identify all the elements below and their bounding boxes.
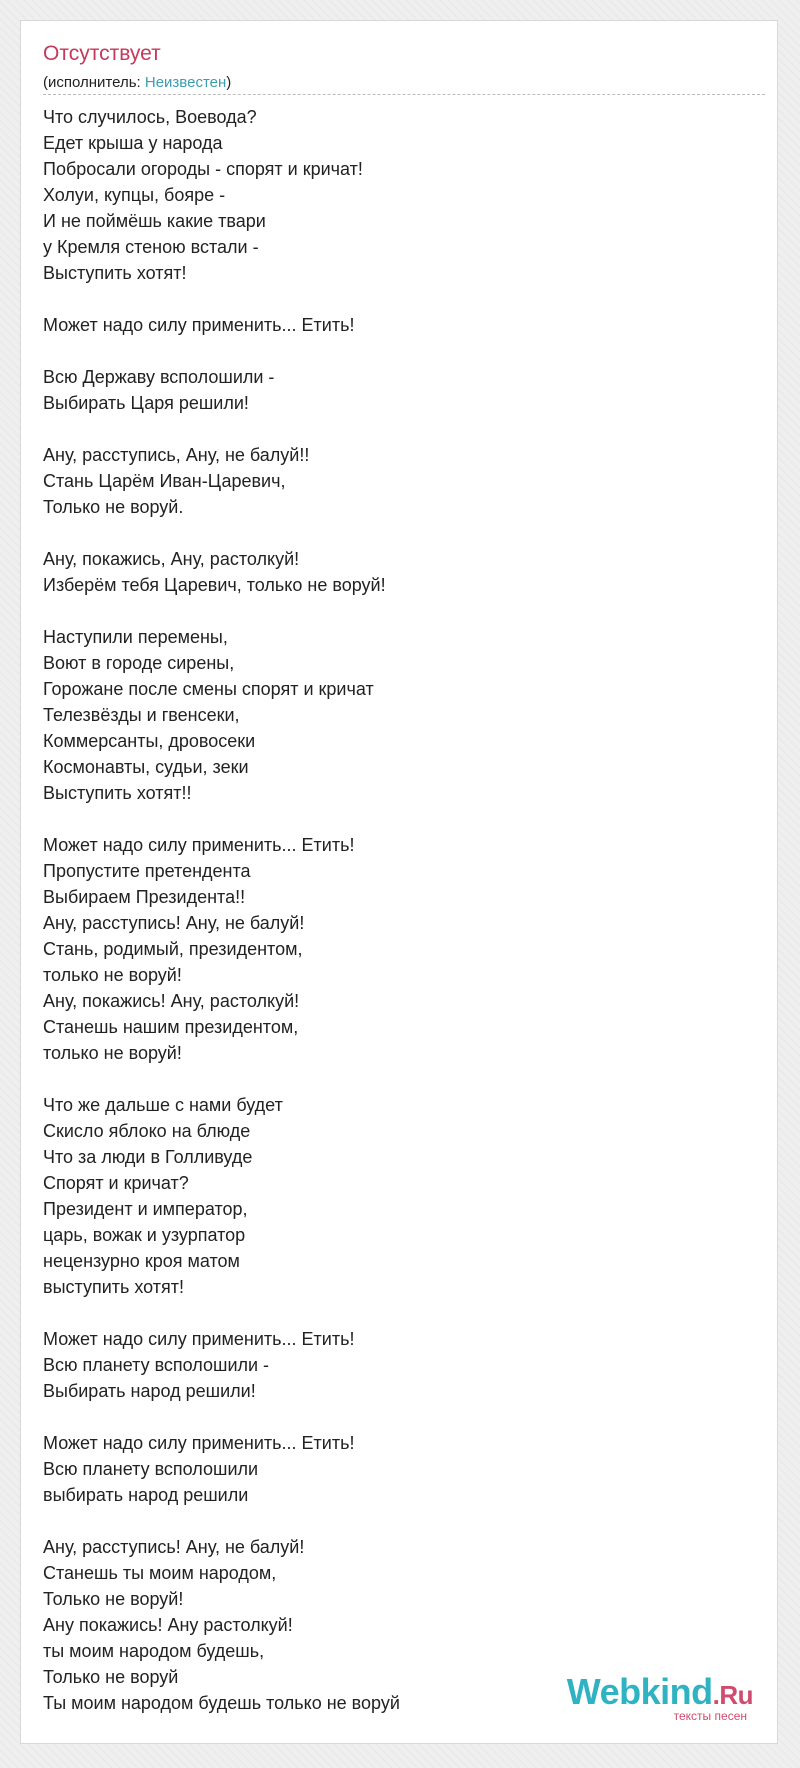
lyric-line: Горожане после смены спорят и кричат (43, 679, 374, 699)
lyrics-stanza (43, 624, 743, 806)
lyric-line: ты моим народом будешь, (43, 1641, 265, 1661)
lyric-line: Станешь ты моим народом, (43, 1563, 277, 1583)
lyrics-stanza (43, 546, 743, 598)
lyric-line: Что случилось, Воевода? (43, 107, 257, 127)
lyric-line: Ану, покажись, Ану, растолкуй! (43, 549, 300, 569)
lyric-line: Ану, покажись! Ану, растолкуй! (43, 991, 300, 1011)
lyric-line: Ану, расступись, Ану, не балуй!! (43, 445, 310, 465)
lyrics-stanza (43, 312, 743, 338)
artist-byline (43, 74, 231, 91)
lyric-line: Ану, расступись! Ану, не балуй! (43, 1537, 305, 1557)
lyric-line: Всю Державу всполошили - (43, 367, 275, 387)
lyric-line: выбирать народ решили (43, 1485, 249, 1505)
lyric-line: Побросали огороды - спорят и кричат! (43, 159, 363, 179)
site-logo[interactable] (566, 1671, 753, 1723)
lyric-line: только не воруй! (43, 965, 182, 985)
lyric-line: Президент и император, (43, 1199, 248, 1219)
song-title: Отсутствует (43, 42, 161, 65)
lyric-line: царь, вожак и узурпатор (43, 1225, 246, 1245)
lyrics-stanza (43, 442, 743, 520)
lyric-line: Станешь нашим президентом, (43, 1017, 299, 1037)
lyric-line: Всю планету всполошили (43, 1459, 259, 1479)
lyric-line: Скисло яблоко на блюде (43, 1121, 251, 1141)
lyric-line: у Кремля стеною встали - (43, 237, 259, 257)
lyric-line: Что за люди в Голливуде (43, 1147, 253, 1167)
lyric-line: Ты моим народом будешь только не воруй (43, 1693, 400, 1713)
lyric-line: Может надо силу применить... Етить! (43, 1433, 355, 1453)
lyric-line: Наступили перемены, (43, 627, 228, 647)
lyrics-stanza (43, 364, 743, 416)
lyric-line: Ану покажись! Ану растолкуй! (43, 1615, 293, 1635)
lyric-line: нецензурно кроя матом (43, 1251, 240, 1271)
lyric-line: Что же дальше с нами будет (43, 1095, 283, 1115)
lyrics-stanza (43, 1326, 743, 1404)
lyrics-text (43, 104, 743, 1716)
lyric-line: Спорят и кричат? (43, 1173, 189, 1193)
lyric-line: Ану, расступись! Ану, не балуй! (43, 913, 305, 933)
lyric-line: Только не воруй (43, 1667, 179, 1687)
artist-link[interactable]: Неизвестен (144, 74, 227, 91)
lyric-line: Телезвёзды и гвенсеки, (43, 705, 240, 725)
logo-suffix: .Ru (712, 1680, 753, 1710)
lyrics-stanza (43, 104, 743, 286)
lyric-line: Пропустите претендента (43, 861, 251, 881)
lyric-line: Едет крыша у народа (43, 133, 223, 153)
lyrics-card (20, 20, 778, 1744)
lyric-line: Может надо силу применить... Етить! (43, 1329, 355, 1349)
lyric-line: Только не воруй. (43, 497, 184, 517)
logo-word: Webkind (566, 1671, 713, 1712)
lyric-line: Стань Царём Иван-Царевич, (43, 471, 286, 491)
lyric-line: Изберём тебя Царевич, только не воруй! (43, 575, 386, 595)
byline-suffix: ) (226, 74, 232, 91)
logo-tagline: тексты песен (673, 1709, 747, 1723)
lyric-line: Может надо силу применить... Етить! (43, 315, 355, 335)
lyric-line: Выступить хотят! (43, 263, 187, 283)
lyric-line: Выступить хотят!! (43, 783, 192, 803)
lyric-line: Космонавты, судьи, зеки (43, 757, 249, 777)
lyrics-stanza (43, 1430, 743, 1508)
lyric-line: выступить хотят! (43, 1277, 185, 1297)
title-divider (43, 94, 765, 95)
lyric-line: Воют в городе сирены, (43, 653, 235, 673)
lyric-line: Только не воруй! (43, 1589, 184, 1609)
lyric-line: Стань, родимый, президентом, (43, 939, 303, 959)
lyric-line: Всю планету всполошили - (43, 1355, 270, 1375)
lyric-line: Коммерсанты, дровосеки (43, 731, 256, 751)
byline-prefix: (исполнитель: (43, 74, 145, 91)
lyrics-stanza (43, 832, 743, 1066)
lyric-line: Выбирать народ решили! (43, 1381, 256, 1401)
lyric-line: Может надо силу применить... Етить! (43, 835, 355, 855)
lyric-line: Выбирать Царя решили! (43, 393, 249, 413)
lyric-line: только не воруй! (43, 1043, 182, 1063)
lyrics-stanza (43, 1092, 743, 1300)
lyric-line: Выбираем Президента!! (43, 887, 246, 907)
lyric-line: И не поймёшь какие твари (43, 211, 266, 231)
lyric-line: Холуи, купцы, бояре - (43, 185, 226, 205)
